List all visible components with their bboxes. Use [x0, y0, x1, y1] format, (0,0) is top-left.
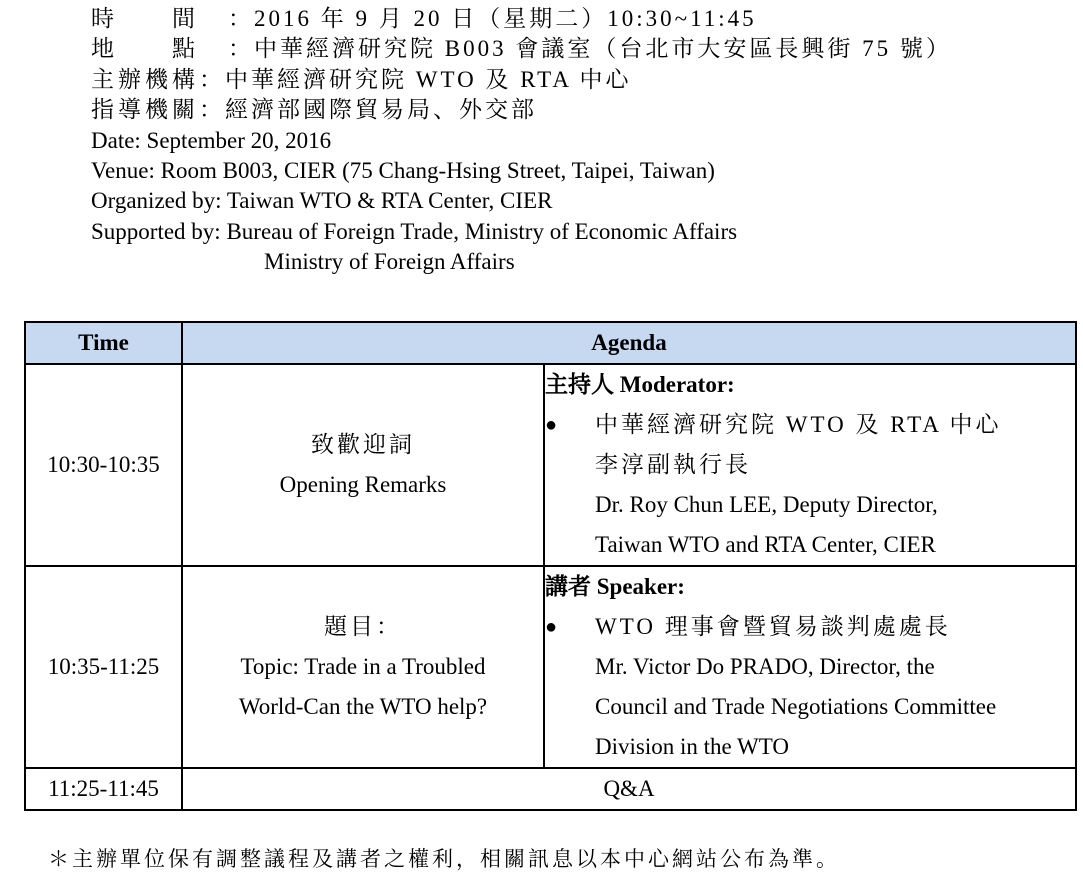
topic-zh: 致歡迎詞 [311, 432, 415, 457]
venue-label: 地 點 [91, 36, 199, 62]
time-line [91, 4, 952, 34]
venue-en: Venue: Room B003, CIER (75 Chang-Hsing Street, Taipei, Taiwan) [91, 158, 715, 184]
header-time: Time [25, 322, 182, 364]
row-time: 10:30-10:35 [25, 364, 182, 566]
row-topic-qa: Q&A [182, 768, 1076, 810]
speaker-line [545, 405, 1075, 445]
agenda-table [24, 321, 1077, 811]
organizer-line [91, 65, 952, 95]
table-row [25, 768, 1076, 810]
topic-en: Opening Remarks [279, 472, 447, 497]
supporter-value: ：經濟部國際貿易局、外交部 [199, 97, 537, 123]
row-topic [182, 364, 544, 566]
speaker-line [545, 607, 1075, 647]
organized-en: Organized by: Taiwan WTO & RTA Center, CIER [91, 188, 553, 214]
person-en-2: Council and Trade Negotiations Committee [595, 694, 997, 719]
row-topic [182, 566, 544, 768]
person-en-1: Mr. Victor Do PRADO, Director, the [595, 654, 935, 679]
header-agenda: Agenda [182, 322, 1076, 364]
organizer-value: ：中華經濟研究院 WTO 及 RTA 中心 [199, 66, 632, 92]
supporter-line [91, 95, 952, 125]
person-zh-1: 中華經濟研究院 WTO 及 RTA 中心 [595, 412, 1002, 437]
time-label: 時 間 [91, 6, 199, 31]
time-value: ：2016 年 9 月 20 日（星期二）10:30~11:45 [228, 6, 757, 31]
supported-en: Supported by: Bureau of Foreign Trade, Ministry of Economic Affairs [91, 218, 738, 244]
role-label: 主持人 Moderator: [545, 372, 735, 397]
topic-en-1: Topic: Trade in a Troubled [240, 654, 486, 679]
row-speaker [544, 364, 1076, 566]
person-en-1: Dr. Roy Chun LEE, Deputy Director, [595, 492, 938, 517]
date-en: Date: September 20, 2016 [91, 127, 332, 153]
table-row [25, 566, 1076, 768]
row-time: 11:25-11:45 [25, 768, 182, 810]
role-label: 講者 Speaker: [545, 574, 685, 599]
topic-en-2: World-Can the WTO help? [238, 694, 488, 719]
person-en-3: Division in the WTO [595, 734, 790, 759]
topic-zh: 題目： [324, 614, 402, 639]
supported-en-2: Ministry of Foreign Affairs [264, 249, 515, 275]
person-en-2: Taiwan WTO and RTA Center, CIER [595, 532, 936, 557]
supporter-label: 指導機關 [91, 97, 199, 123]
venue-line [91, 34, 952, 64]
row-time: 10:35-11:25 [25, 566, 182, 768]
person-zh-1: WTO 理事會暨貿易談判處處長 [595, 614, 951, 639]
venue-value: ：中華經濟研究院 B003 會議室（台北市大安區長興街 75 號） [228, 36, 952, 62]
table-header-row [25, 322, 1076, 364]
organizer-label: 主辦機構 [91, 66, 199, 92]
bullet-icon: ● [545, 616, 558, 638]
bullet-icon: ● [545, 414, 558, 436]
table-row [25, 364, 1076, 566]
event-info [91, 4, 952, 278]
footnote: ＊主辦單位保有調整議程及講者之權利，相關訊息以本中心網站公布為準。 [48, 847, 840, 871]
person-zh-2: 李淳副執行長 [595, 452, 751, 477]
row-speaker [544, 566, 1076, 768]
